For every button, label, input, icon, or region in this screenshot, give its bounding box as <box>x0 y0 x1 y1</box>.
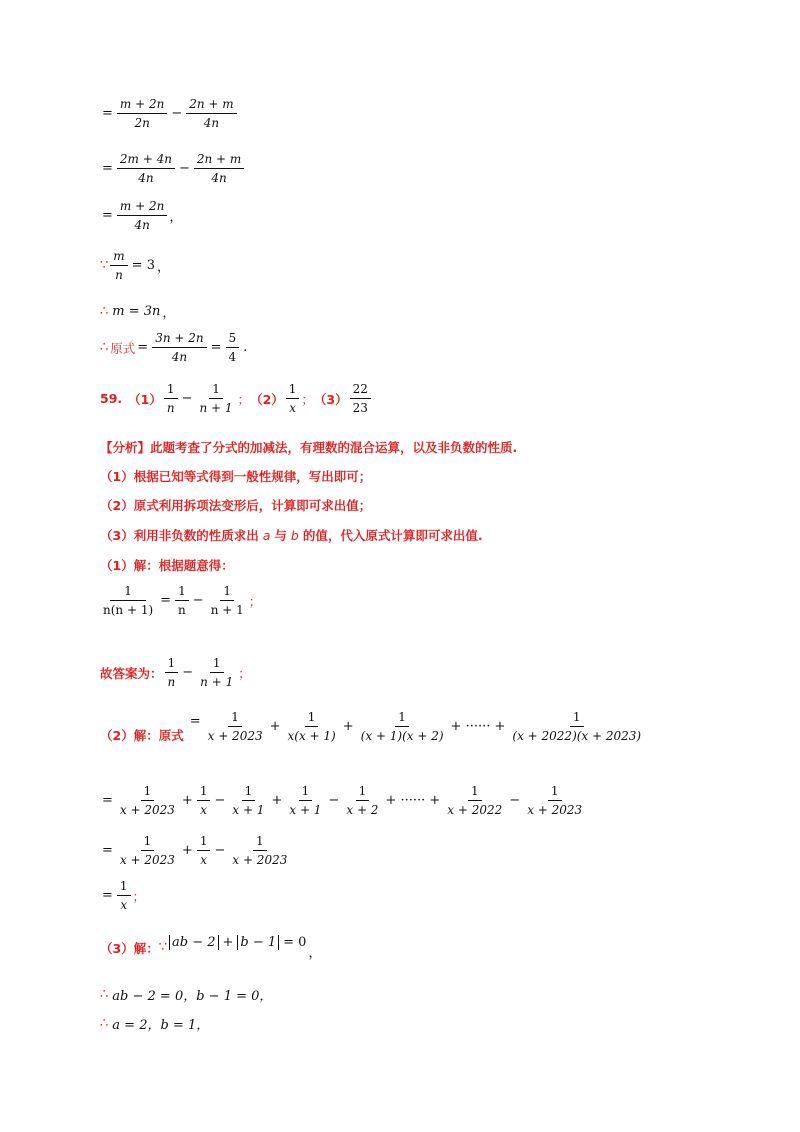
part-label: （2） <box>250 391 284 407</box>
analysis-line: 【分析】 此题考查了分式的加减法，有理数的混合运算，以及非负数的性质. <box>100 440 518 455</box>
fraction: 1 n <box>164 383 178 414</box>
fraction: $\frac{1}{n + 1}$ <box>199 382 233 415</box>
derivation-line-4: ∵ $\frac{m}{n}$ = 3 ， <box>100 249 170 282</box>
analysis-step-2: （2）原式利用拆项法变形后，计算即可求出值； <box>100 498 372 513</box>
solution-3-line-3: ∴ a = 2，b = 1， <box>100 1016 210 1033</box>
solution-3-line-2: ∴ ab − 2 = 0，b − 1 = 0， <box>100 987 273 1004</box>
fraction: $\frac{1}{(x + 2022)(x + 2023)}$ <box>512 709 642 743</box>
absolute-value: b − 1 <box>237 935 279 950</box>
operator: − <box>214 793 226 808</box>
fraction: $\frac{2n + m}{4n}$ <box>194 153 244 184</box>
fraction: $\frac{1}{x + 2023}$ <box>119 834 175 867</box>
part-label: （1） <box>128 391 162 407</box>
fraction: $\frac{1}{n(n + 1)}$ <box>103 584 154 617</box>
derivation-line-6: ∴ 原式 = $\frac{3n + 2n}{4n}$ = $\frac{5}{4}$ . <box>100 331 248 364</box>
solution-3-head: （3）解： ∵ ab − 2 + b − 1 = 0 ， <box>100 935 322 961</box>
fraction: 1 x <box>286 383 300 414</box>
question-number: 59. <box>100 391 123 406</box>
q59-answer-line: 59. （1） 1 n − $\frac{1}{n + 1}$ ； （2） 1 x ； （3） 22 23 <box>100 383 373 414</box>
absolute-value: ab − 2 <box>169 935 219 950</box>
derivation-line-3: = $\frac{m + 2n}{4n}$ ， <box>102 199 183 232</box>
fraction: $\frac{2m + 4n}{4n}$ <box>117 153 175 184</box>
solution-2-line-1: = $\frac{1}{x + 2023}$ + $\frac{1}{x}$ − $\frac{1}{x + 1}$ + $\frac{1}{x + 1}$ − $\frac{1}{x + 2}$ + ······ + $\frac{1}{x + 2022}$ − $\frac{1}{x + 2023}$ <box>100 785 587 816</box>
operator: + <box>181 793 193 808</box>
solution-1-answer: 故答案为： 1 n − $\frac{1}{n + 1}$ ； <box>100 656 251 689</box>
fraction: $\frac{m + 2n}{4n}$ <box>117 200 167 231</box>
solution-2-head: （2）解：原式 = $\frac{1}{x + 2023}$ + $\frac{1}{x(x + 1)}$ + $\frac{1}{(x + 1)(x + 2)}$ + ······ + $\frac{1}{(x + 2022)(x + 2023)}$ <box>100 708 646 744</box>
therefore-symbol: ∴ <box>100 987 109 1002</box>
solution-1-equation: $\frac{1}{n(n + 1)}$ = $\frac{1}{n}$ − $\frac{1}{n + 1}$ ； <box>100 585 261 616</box>
fraction: $\frac{1}{(x + 1)(x + 2)}$ <box>360 709 444 743</box>
analysis-step-1: （1）根据已知等式得到一般性规律，写出即可； <box>100 469 372 484</box>
operator: + <box>271 793 283 808</box>
because-symbol: ∵ <box>100 258 109 273</box>
therefore-symbol: ∴ <box>100 340 109 355</box>
part-label: （3） <box>313 391 348 407</box>
analysis-tag: 【分析】 <box>100 440 151 455</box>
fraction: $\frac{1}{x + 2023}$ <box>207 709 263 743</box>
solution-1-head: （1）解：根据题意得： <box>100 558 234 573</box>
derivation-line-5: ∴ m = 3n ， <box>100 304 176 321</box>
derivation-line-1: = $\frac{m + 2n}{2n}$ − $\frac{2n + m}{4n}$ <box>100 98 239 129</box>
fraction: $\frac{m + 2n}{2n}$ <box>117 98 167 129</box>
fraction: $\frac{1}{x(x + 1)}$ <box>287 709 336 743</box>
operator: + ······ + <box>385 793 441 808</box>
fraction: $\frac{1}{x}$ <box>197 785 211 816</box>
operator: − <box>328 793 340 808</box>
operator: − <box>509 793 521 808</box>
fraction: $\frac{5}{4}$ <box>226 332 240 363</box>
fraction: $\frac{1}{n + 1}$ <box>210 584 244 617</box>
fraction: $\frac{3n + 2n}{4n}$ <box>152 332 206 363</box>
fraction: $\frac{1}{n + 1}$ <box>200 656 234 689</box>
fraction: 1 n <box>165 657 179 688</box>
fraction: $\frac{1}{x + 2023}$ <box>119 784 175 817</box>
fraction: $\frac{1}{x + 2023}$ <box>527 784 583 817</box>
therefore-symbol: ∴ <box>100 1016 109 1031</box>
fraction: 22 23 <box>350 383 371 414</box>
solution-2-line-3: = $\frac{1}{x}$ ； <box>102 879 146 912</box>
fraction: $\frac{1}{x + 1}$ <box>232 784 265 817</box>
fraction: $\frac{1}{x + 2022}$ <box>447 784 503 817</box>
fraction: $\frac{1}{x + 2023}$ <box>232 834 288 867</box>
therefore-symbol: ∴ <box>100 304 109 319</box>
fraction: $\frac{2n + m}{4n}$ <box>186 98 236 129</box>
fraction: $\frac{m}{n}$ <box>110 250 127 281</box>
fraction: $\frac{1}{x + 2}$ <box>346 784 379 817</box>
because-symbol: ∵ <box>158 940 167 955</box>
fraction: $\frac{1}{x + 1}$ <box>289 784 322 817</box>
analysis-step-3: （3）利用非负数的性质求出 a 与 b 的值，代入原式计算即可求出值. <box>100 527 483 543</box>
solution-2-line-2: = $\frac{1}{x + 2023}$ + $\frac{1}{x}$ − $\frac{1}{x + 2023}$ <box>100 835 292 866</box>
derivation-line-2: = $\frac{2m + 4n}{4n}$ − $\frac{2n + m}{4n}$ <box>100 153 246 184</box>
fraction: $\frac{1}{n}$ <box>175 585 189 616</box>
fraction: $\frac{1}{x}$ <box>117 880 131 911</box>
fraction: $\frac{1}{x}$ <box>197 835 211 866</box>
